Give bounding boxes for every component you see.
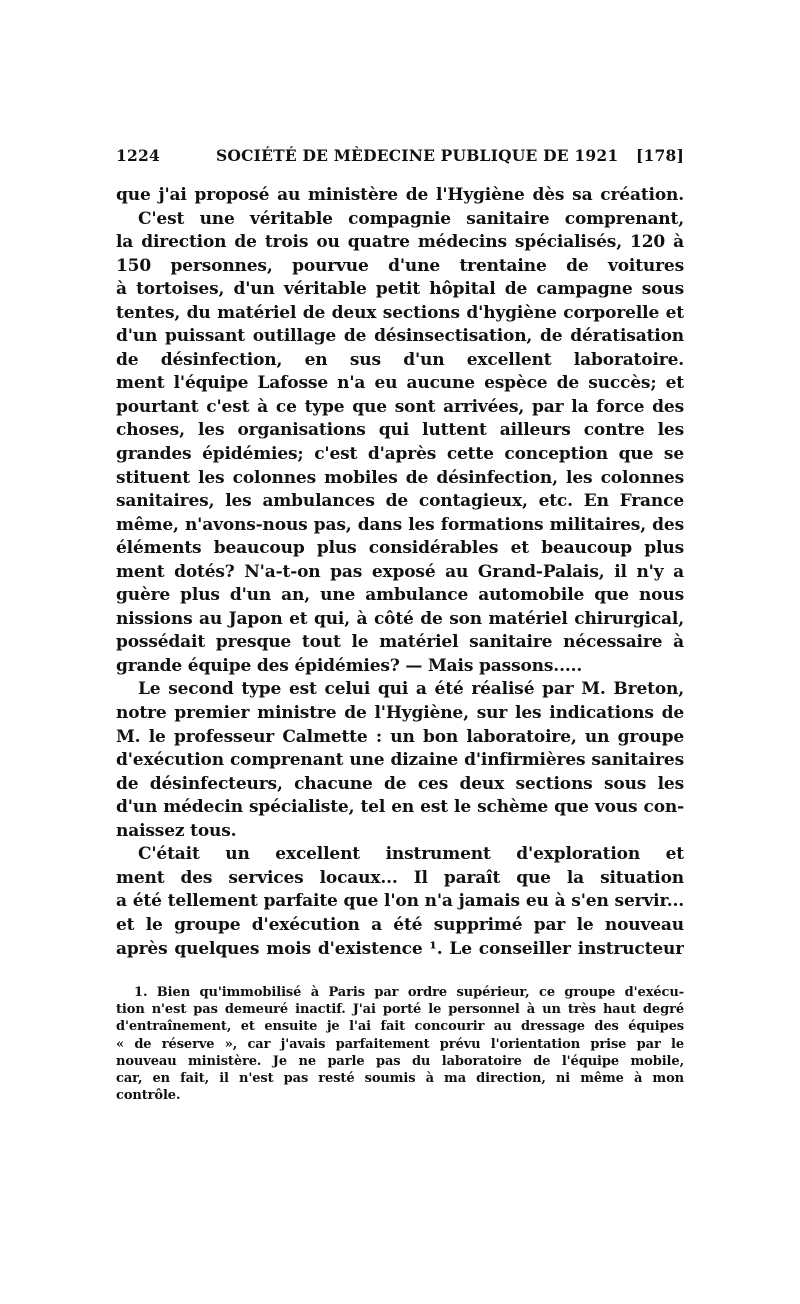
text-line: d'exécution comprenant une dizaine d'infirmières sanitaires: [116, 750, 684, 771]
text-line: ment l'équipe Lafosse n'a eu aucune espèce de succès; et: [116, 373, 684, 394]
text-line: a été tellement parfaite que l'on n'a jamais eu à s'en servir...: [116, 891, 684, 912]
text-line: de désinfecteurs, chacune de ces deux sections sous les: [116, 773, 684, 794]
text-line: de désinfection, en sus d'un excellent laboratoire.: [116, 349, 684, 370]
footnote-line: 1. Bien qu'immobilisé à Paris par ordre supérieur, ce groupe d'exécu-: [134, 985, 684, 1001]
book-page: [116, 140, 684, 1104]
text-line: tentes, du matériel de deux sections d'hygiène corporelle et: [116, 302, 684, 323]
text-line: possédait presque tout le matériel sanitaire nécessaire à: [116, 632, 684, 653]
footnote-line: tion n'est pas demeuré inactif. J'ai porté le personnel à un très haut degré: [116, 1002, 684, 1018]
text-line: à tortoises, d'un véritable petit hôpital de campagne sous: [116, 279, 684, 300]
text-line: Le second type est celui qui a été réalisé par M. Breton,: [138, 679, 684, 700]
running-head: [116, 140, 684, 166]
footnote-line: « de réserve », car j'avais parfaitement prévu l'orientation prise par le: [116, 1036, 684, 1052]
text-line: et le groupe d'exécution a été supprimé par le nouveau: [116, 914, 684, 935]
text-line: d'un puissant outillage de désinsectisation, de dératisation: [116, 326, 684, 347]
text-line: choses, les organisations qui luttent ailleurs contre les: [116, 420, 684, 441]
footnotes: [116, 984, 684, 1104]
text-line: grande équipe des épidémies? — Mais passons.....: [116, 655, 583, 676]
footnote-line: nouveau ministère. Je ne parle pas du laboratoire de l'équipe mobile,: [116, 1053, 684, 1069]
text-line: même, n'avons-nous pas, dans les formations militaires, des: [116, 514, 684, 535]
page-reference: [178]: [635, 146, 684, 165]
text-line: nissions au Japon et qui, à côté de son matériel chirurgical,: [116, 608, 684, 629]
text-line: M. le professeur Calmette : un bon laboratoire, un groupe: [116, 726, 684, 747]
text-line: sanitaires, les ambulances de contagieux, etc. En France: [116, 491, 684, 512]
text-line: la direction de trois ou quatre médecins spécialisés, 120 à: [116, 232, 684, 253]
text-line: éléments beaucoup plus considérables et beaucoup plus: [116, 538, 684, 559]
text-line: C'est une véritable compagnie sanitaire comprenant,: [138, 208, 684, 229]
footnote-line: d'entraînement, et ensuite je l'ai fait concourir au dressage des équipes: [116, 1019, 684, 1035]
text-line: ment des services locaux... Il paraît que la situation: [116, 867, 684, 888]
footnote-line: car, en fait, il n'est pas resté soumis à ma direction, ni même à mon: [116, 1070, 684, 1086]
text-line: ment dotés? N'a-t-on pas exposé au Grand-Palais, il n'y a: [116, 561, 684, 582]
footnote-line: contrôle.: [116, 1088, 181, 1104]
text-line: naissez tous.: [116, 820, 237, 841]
text-line: 150 personnes, pourvue d'une trentaine de voitures: [116, 255, 684, 276]
text-line: après quelques mois d'existence ¹. Le conseiller instructeur: [116, 938, 684, 959]
page-number: 1224: [116, 146, 160, 165]
text-line: que j'ai proposé au ministère de l'Hygiène dès sa création.: [116, 185, 684, 205]
text-line: pourtant c'est à ce type que sont arrivées, par la force des: [116, 396, 684, 417]
body-text: [116, 184, 684, 961]
text-line: notre premier ministre de l'Hygiène, sur les indications de: [116, 703, 684, 724]
text-line: grandes épidémies; c'est d'après cette conception que se: [116, 444, 684, 465]
text-line: stituent les colonnes mobiles de désinfection, les colonnes: [116, 467, 684, 488]
text-line: d'un médecin spécialiste, tel en est le schème que vous con-: [116, 797, 684, 818]
text-line: C'était un excellent instrument d'exploration et: [138, 844, 684, 865]
running-title: SOCIÉTÉ DE MÈDECINE PUBLIQUE DE 1921: [216, 146, 619, 165]
text-line: guère plus d'un an, une ambulance automobile que nous: [116, 585, 684, 606]
